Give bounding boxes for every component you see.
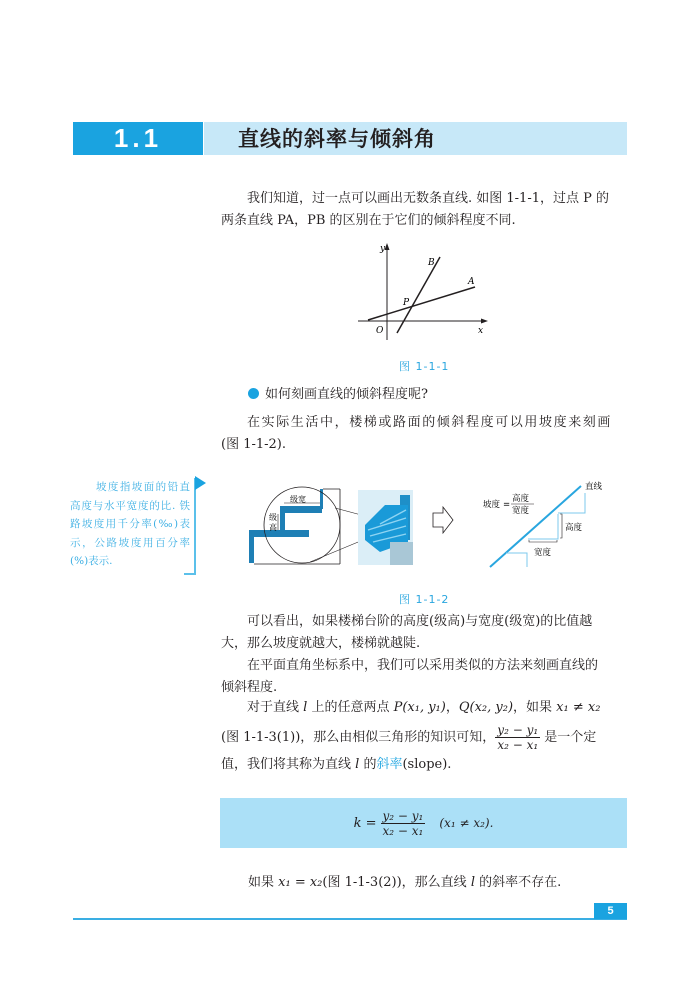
x-axis-label: x bbox=[478, 326, 484, 336]
formula-lhs: k = bbox=[353, 815, 377, 831]
coord-line-1: 在平面直角坐标系中，我们可以采用类似的方法来刻画直线的 bbox=[247, 658, 599, 673]
figure-2-caption: 图 1-1-2 bbox=[399, 593, 450, 606]
fraction-numerator: y₂ − y₁ bbox=[497, 723, 539, 737]
point-b-label: B bbox=[428, 258, 435, 268]
intro-line-1: 我们知道，过一点可以画出无数条直线. 如图 1-1-1，过点 P 的 bbox=[247, 191, 610, 206]
def-text: 值，我们将其称为直线 bbox=[221, 757, 356, 772]
keyword-slope: 斜率 bbox=[376, 757, 403, 772]
life-paragraph bbox=[221, 412, 627, 456]
life-line-1: 在实际生活中，楼梯或路面的倾斜程度可以用坡度来刻画 bbox=[247, 415, 613, 430]
point-p-label: P bbox=[403, 298, 410, 308]
figure-stairs-slope bbox=[240, 470, 630, 590]
def-text: ，如果 bbox=[513, 700, 557, 715]
formula-condition: (x₁ ≠ x₂). bbox=[439, 816, 494, 830]
page-number: 5 bbox=[594, 903, 627, 919]
section-number: 1.1 bbox=[73, 122, 203, 155]
right-arrow-icon bbox=[433, 507, 453, 533]
def-line-3 bbox=[221, 754, 631, 776]
condition: x₁ ≠ x₂ bbox=[556, 700, 601, 715]
section-title: 直线的斜率与倾斜角 bbox=[238, 126, 436, 151]
formula-denominator: x₂ − x₁ bbox=[382, 823, 424, 838]
def-text: 是一个定 bbox=[540, 730, 597, 745]
final-text: (图 1-1-3(2))，那么直线 bbox=[322, 875, 471, 890]
point-p: P(x₁, y₁) bbox=[393, 700, 446, 715]
footer-rule bbox=[73, 918, 627, 920]
bullet-dot-icon bbox=[248, 388, 259, 399]
question-line bbox=[248, 384, 428, 406]
width-label: 宽度 bbox=[534, 548, 552, 558]
question-text: 如何刻画直线的倾斜程度呢? bbox=[265, 387, 428, 402]
slope-formula bbox=[220, 798, 627, 848]
def-text: ， bbox=[445, 700, 459, 715]
def-line-2 bbox=[221, 723, 631, 752]
side-note-text: 坡度指坡面的铅直高度与水平宽度的比. 铁路坡度用千分率(‰)表示，公路坡度用百分率(%)表示. bbox=[70, 481, 190, 567]
final-text: 如果 bbox=[248, 875, 279, 890]
final-text: 的斜率不存在. bbox=[474, 875, 562, 890]
slope-label: 坡度 bbox=[483, 500, 501, 510]
definition-paragraph bbox=[221, 697, 631, 776]
y-axis-label: y bbox=[380, 244, 386, 254]
side-note bbox=[70, 478, 190, 571]
slope-frac-den: 宽度 bbox=[512, 506, 530, 516]
stair-height-label-2: 高 bbox=[269, 523, 277, 532]
observe-paragraph bbox=[221, 611, 627, 699]
life-line-2: (图 1-1-2). bbox=[221, 437, 287, 452]
var-l: l bbox=[470, 875, 475, 890]
formula-fraction bbox=[381, 809, 426, 838]
origin-label: O bbox=[376, 326, 384, 336]
figure-lines-pa-pb bbox=[350, 240, 500, 350]
intro-paragraph bbox=[221, 188, 627, 232]
slope-frac-num: 高度 bbox=[512, 494, 530, 504]
coord-line-2: 倾斜程度. bbox=[221, 680, 278, 695]
def-text: 的 bbox=[359, 757, 377, 772]
def-text: (slope). bbox=[402, 757, 452, 772]
point-q: Q(x₂, y₂) bbox=[458, 700, 514, 715]
slope-equals: = bbox=[503, 500, 511, 510]
point-a-label: A bbox=[468, 277, 475, 287]
final-equation: x₁ = x₂ bbox=[278, 875, 323, 890]
side-note-bar-bottom bbox=[184, 573, 196, 575]
line-label: 直线 bbox=[585, 482, 603, 492]
stair-height-label-1: 级 bbox=[269, 513, 277, 522]
side-note-flag-icon bbox=[195, 476, 206, 490]
intro-line-2: 两条直线 PA，PB 的区别在于它们的倾斜程度不同. bbox=[221, 213, 516, 228]
observe-line-1: 可以看出，如果楼梯台阶的高度(级高)与宽度(级宽)的比值越 bbox=[247, 614, 593, 629]
stair-width-label: 级宽 bbox=[290, 495, 306, 504]
def-text: 上的任意两点 bbox=[307, 700, 394, 715]
height-label: 高度 bbox=[565, 523, 583, 533]
figure-1-caption: 图 1-1-1 bbox=[399, 360, 450, 373]
var-l: l bbox=[355, 757, 360, 772]
side-note-bar bbox=[194, 478, 196, 574]
def-text: (图 1-1-3(1))，那么由相似三角形的知识可知， bbox=[221, 730, 496, 745]
slope-fraction bbox=[495, 723, 540, 752]
observe-line-2: 大，那么坡度就越大，楼梯就越陡. bbox=[221, 636, 421, 651]
final-line bbox=[248, 872, 561, 894]
fraction-denominator: x₂ − x₁ bbox=[497, 738, 539, 752]
formula-numerator: y₂ − y₁ bbox=[382, 808, 424, 823]
var-l: l bbox=[303, 700, 308, 715]
def-text: 对于直线 bbox=[247, 700, 304, 715]
def-line-1 bbox=[221, 697, 631, 719]
